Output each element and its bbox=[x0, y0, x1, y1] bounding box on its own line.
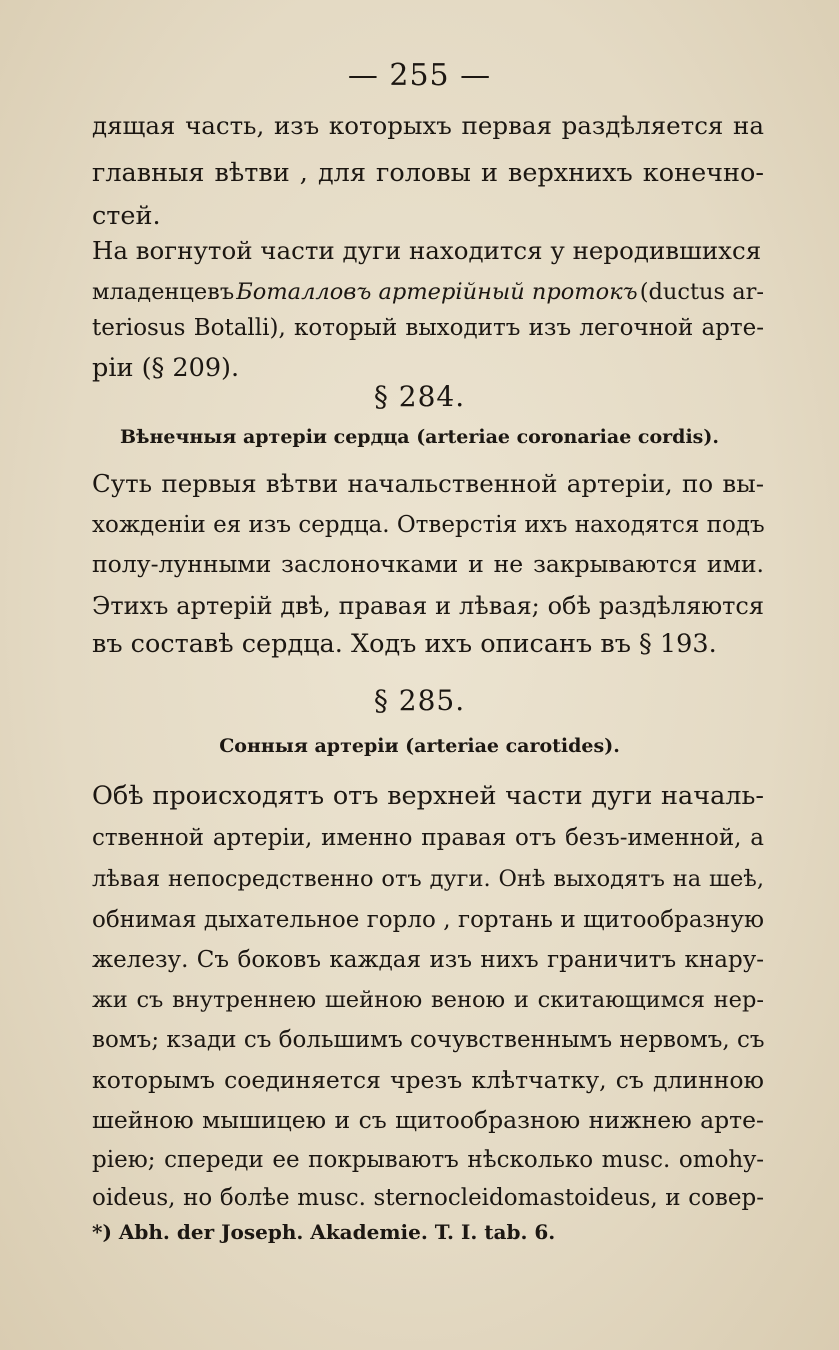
text-line: Этихъ артерій двѣ, правая и лѣвая; обѣ раздѣляются bbox=[92, 592, 764, 620]
text-line: Обѣ происходятъ отъ верхней части дуги началь- bbox=[92, 781, 764, 811]
text-line: ріею; спереди ее покрываютъ нѣсколько musc. omohy- bbox=[92, 1147, 764, 1173]
text-line: хожденіи ея изъ сердца. Отверстія ихъ находятся подъ bbox=[92, 512, 765, 538]
text-line: На вогнутой части дуги находится у неродившихся bbox=[92, 236, 762, 265]
text-line: лѣвая непосредственно отъ дуги. Онѣ выходятъ на шеѣ, bbox=[92, 866, 764, 892]
text-line: главныя вѣтви , для головы и верхнихъ конечно- bbox=[92, 158, 764, 188]
text-line: въ составѣ сердца. Ходъ ихъ описанъ въ § 193. bbox=[92, 629, 717, 659]
section-title: Вѣнечныя артеріи сердца (arteriae coronariae cordis). bbox=[120, 426, 719, 448]
text-line: teriosus Botalli), который выходитъ изъ легочной арте- bbox=[92, 315, 764, 341]
text-line: ріи (§ 209). bbox=[92, 353, 240, 383]
page-number: — 255 — bbox=[347, 58, 492, 93]
text-line: железу. Съ боковъ каждая изъ нихъ граничитъ кнару- bbox=[92, 947, 764, 973]
text-line: ственной артеріи, именно правая отъ безъ-именной, а bbox=[92, 825, 764, 851]
text-line: жи съ внутреннею шейною веною и скитающимся нер- bbox=[92, 987, 764, 1013]
text-line: вомъ; кзади съ большимъ сочувственнымъ нервомъ, съ bbox=[92, 1027, 765, 1053]
text-line: Суть первыя вѣтви начальственной артеріи, по вы- bbox=[92, 469, 764, 498]
text-line: обнимая дыхательное горло , гортань и щитообразную bbox=[92, 907, 764, 933]
text-line: дящая часть, изъ которыхъ первая раздѣляется на bbox=[92, 111, 764, 140]
section-number: § 284. bbox=[373, 380, 466, 413]
text-line: полу-лунными заслоночками и не закрываются ими. bbox=[92, 550, 764, 578]
section-title: Сонныя артеріи (arteriae carotides). bbox=[219, 735, 620, 757]
text-line: стей. bbox=[92, 201, 161, 231]
italic-term: Боталловъ артерійный протокъ bbox=[236, 279, 638, 305]
text-fragment: младенцевъ bbox=[92, 279, 235, 305]
text-line: oideus, но болѣе musc. sternocleidomastoideus, и совер- bbox=[92, 1185, 764, 1211]
footnote: *) Abh. der Joseph. Akademie. T. I. tab. 6. bbox=[92, 1220, 556, 1244]
text-fragment: (ductus ar- bbox=[639, 279, 764, 305]
text-line bbox=[92, 276, 764, 308]
text-line: которымъ соединяется чрезъ клѣтчатку, съ длинною bbox=[92, 1066, 764, 1094]
section-number: § 285. bbox=[373, 684, 466, 717]
text-line: шейною мышицею и съ щитообразною нижнею арте- bbox=[92, 1106, 764, 1134]
